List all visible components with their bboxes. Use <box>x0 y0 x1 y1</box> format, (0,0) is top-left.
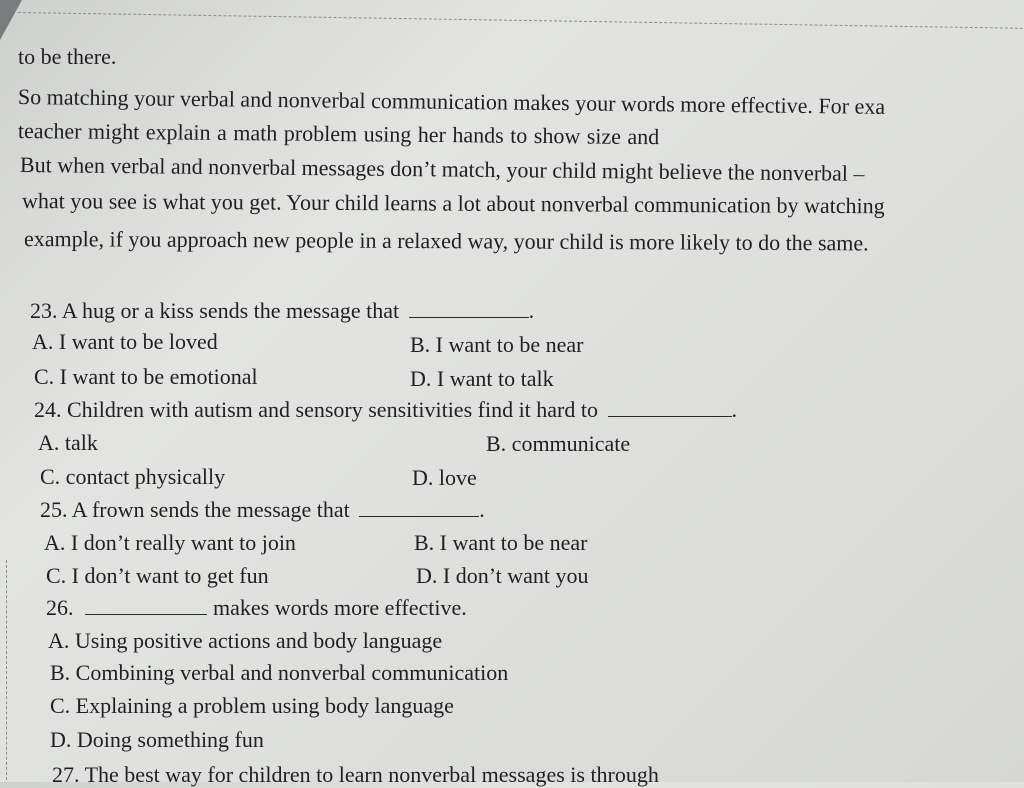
page-corner-shadow <box>0 0 22 40</box>
passage-line: So matching your verbal and nonverbal communication makes your words more effective. For exa <box>17 84 886 119</box>
question-23 <box>30 298 534 324</box>
question-stem: 26. <box>46 595 74 620</box>
question-stem: 25. A frown sends the message that <box>40 497 350 522</box>
option-b[interactable]: B. I want to be near <box>414 530 588 555</box>
cut-line-left <box>6 560 7 780</box>
question-26 <box>46 595 467 621</box>
question-stem-end: . <box>479 497 485 522</box>
passage-line: teacher might explain a math problem using her hands to show size and <box>17 118 660 150</box>
answer-blank[interactable] <box>359 498 479 517</box>
question-stem-end: . <box>731 397 737 422</box>
option-d[interactable]: D. I don’t want you <box>416 563 589 588</box>
question-27-cutoff: 27. The best way for children to learn nonverbal messages is through <box>52 762 659 787</box>
answer-blank[interactable] <box>608 398 732 417</box>
question-stem-end: . <box>528 298 535 323</box>
passage-line: what you see is what you get. Your child learns a lot about nonverbal communication by watching <box>21 188 885 219</box>
option-a[interactable]: A. I don’t really want to join <box>44 530 296 555</box>
option-a[interactable]: A. Using positive actions and body language <box>48 628 443 653</box>
option-c[interactable]: C. I want to be emotional <box>34 364 258 389</box>
option-a[interactable]: A. I want to be loved <box>32 329 218 354</box>
answer-blank[interactable] <box>85 596 207 615</box>
option-c[interactable]: C. contact physically <box>40 464 226 489</box>
option-a[interactable]: A. talk <box>38 430 98 455</box>
passage-line: example, if you approach new people in a relaxed way, your child is more likely to do the same. <box>23 226 869 256</box>
option-d[interactable]: D. Doing something fun <box>50 727 264 752</box>
option-b[interactable]: B. Combining verbal and nonverbal communication <box>50 660 509 685</box>
question-stem: 24. Children with autism and sensory sensitivities find it hard to <box>34 397 598 422</box>
option-c[interactable]: C. I don’t want to get fun <box>46 563 269 588</box>
question-25 <box>40 497 485 523</box>
answer-blank[interactable] <box>409 299 529 318</box>
question-24 <box>34 397 737 423</box>
cut-line-top <box>18 12 1024 29</box>
question-stem: 23. A hug or a kiss sends the message that <box>30 298 400 323</box>
question-stem-end: makes words more effective. <box>213 595 467 620</box>
option-b[interactable]: B. communicate <box>486 431 631 456</box>
passage-line: to be there. <box>18 44 117 69</box>
option-b[interactable]: B. I want to be near <box>410 332 584 357</box>
option-d[interactable]: D. I want to talk <box>410 366 554 391</box>
option-c[interactable]: C. Explaining a problem using body language <box>50 693 454 718</box>
passage-line: But when verbal and nonverbal messages don’t match, your child might believe the nonverbal – <box>19 152 865 186</box>
option-d[interactable]: D. love <box>412 465 477 490</box>
